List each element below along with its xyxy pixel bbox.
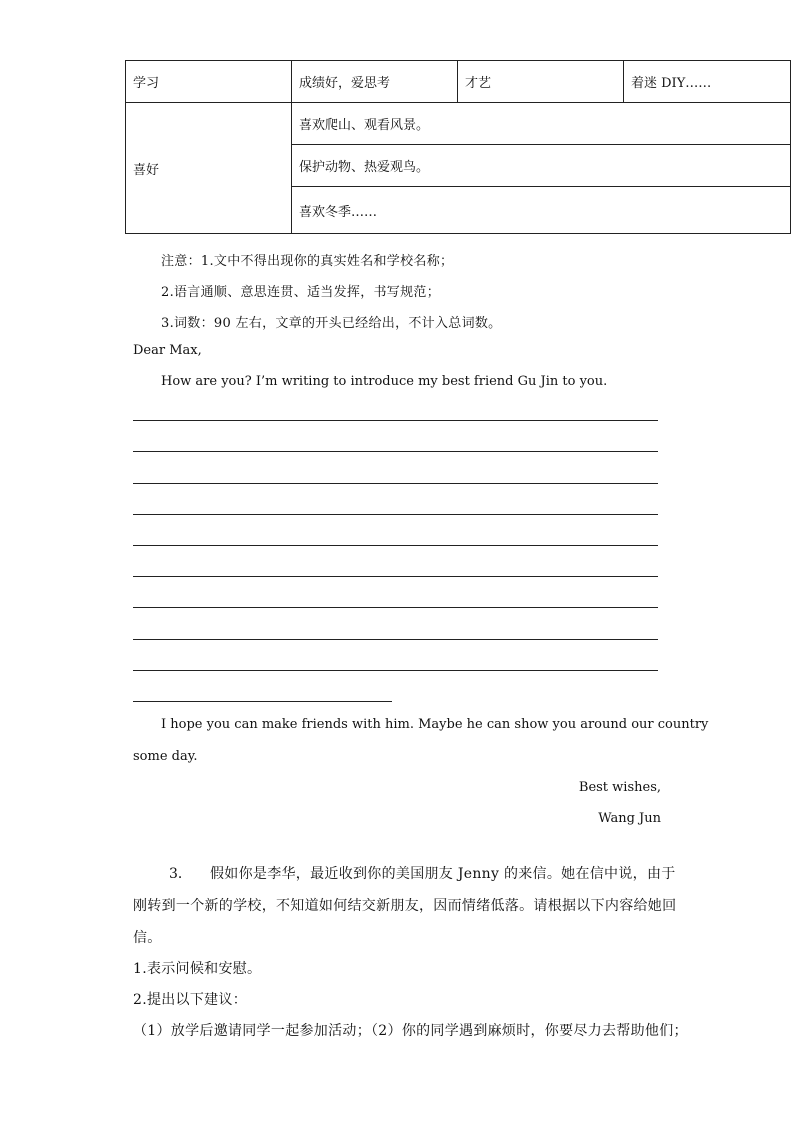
question-line1: 假如你是李华，最近收到你的美国朋友 Jenny 的来信。她在信中说，由于: [210, 866, 676, 882]
table-row: [126, 103, 791, 145]
letter-signature: Wang Jun: [598, 811, 661, 826]
question-line2: 刚转到一个新的学校，不知道如何结交新朋友，因而情绪低落。请根据以下内容给她回: [133, 898, 677, 914]
table-cell-talent-value: 着迷 DIY……: [624, 61, 791, 103]
question-point2: 2.提出以下建议：: [133, 992, 248, 1008]
table-cell-study-label: 学习: [126, 61, 292, 103]
writing-line: [133, 545, 658, 546]
writing-line: [133, 451, 658, 452]
letter-sign-off: Best wishes,: [578, 780, 661, 795]
writing-line: [133, 576, 658, 577]
table-cell-hobby: 喜欢爬山、观看风景。: [292, 103, 791, 145]
letter-closing-line2: some day.: [133, 749, 198, 764]
question-number: 3．: [169, 866, 192, 882]
question-line3: 信。: [133, 930, 162, 946]
writing-line: [133, 483, 658, 484]
table-row: [126, 61, 791, 103]
note-3: 3.词数：90 左右，文章的开头已经给出，不计入总词数。: [161, 316, 502, 331]
writing-line: [133, 420, 658, 421]
table-cell-hobby: 保护动物、热爱观鸟。: [292, 145, 791, 187]
table-cell-hobby: 喜欢冬季……: [292, 187, 791, 234]
writing-line: [133, 670, 658, 671]
question-suggestions: （1）放学后邀请同学一起参加活动；（2）你的同学遇到麻烦时，你要尽力去帮助他们；: [133, 1023, 688, 1039]
letter-closing-line1: I hope you can make friends with him. Maybe he can show you around our country: [161, 717, 709, 732]
table-cell-hobby-label: 喜好: [126, 103, 292, 234]
note-2: 2.语言通顺、意思连贯、适当发挥，书写规范；: [161, 285, 441, 300]
table-cell-talent-label: 才艺: [458, 61, 624, 103]
writing-line: [133, 514, 658, 515]
writing-line: [133, 607, 658, 608]
table-cell-study-value: 成绩好，爱思考: [292, 61, 458, 103]
info-table: [125, 60, 791, 234]
letter-opening: How are you? I’m writing to introduce my best friend Gu Jin to you.: [161, 374, 608, 389]
note-1: 注意：1.文中不得出现你的真实姓名和学校名称；: [161, 254, 454, 269]
question-point1: 1.表示问候和安慰。: [133, 961, 262, 977]
writing-line: [133, 639, 658, 640]
letter-greeting: Dear Max,: [133, 343, 202, 358]
writing-line-short: [133, 701, 392, 702]
